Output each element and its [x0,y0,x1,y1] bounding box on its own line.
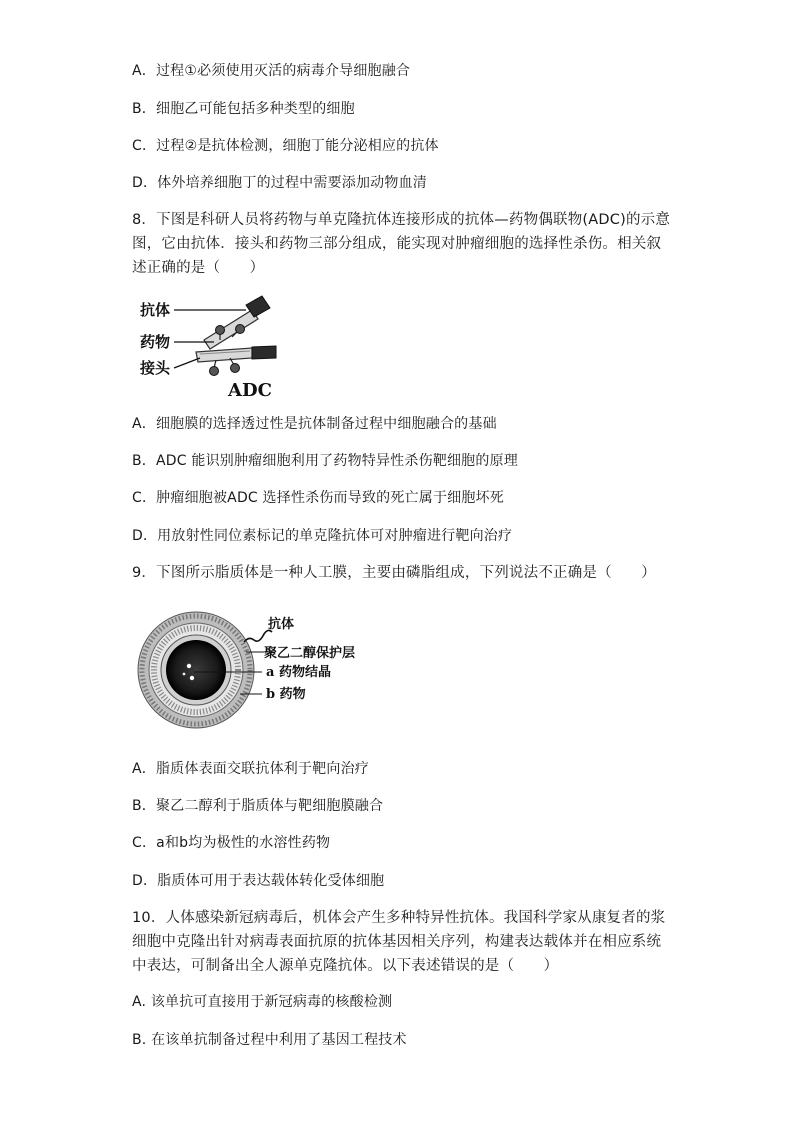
antibody-upper-arm [204,296,270,349]
q7-option-b: B．细胞乙可能包括多种类型的细胞 [132,101,355,117]
q7-option-a: A．过程①必须使用灭活的病毒介导细胞融合 [132,63,411,79]
liposome-figure [134,600,394,740]
q7-option-d: D．体外培养细胞丁的过程中需要添加动物血清 [132,175,427,191]
q10-option-a: A. 该单抗可直接用于新冠病毒的核酸检测 [132,994,393,1010]
q10-stem-line-2: 细胞中克隆出针对病毒表面抗原的抗体基因相关序列，构建表达载体并在相应系统 [132,934,662,950]
antibody-icon [244,630,272,642]
antibody-stem [196,346,276,362]
q9-stem: 9．下图所示脂质体是一种人工膜，主要由磷脂组成，下列说法不正确是（ ） [132,565,656,581]
q8-option-c: C．肿瘤细胞被ADC 选择性杀伤而导致的死亡属于细胞坏死 [132,490,504,506]
q10-stem-line-1: 10．人体感染新冠病毒后，机体会产生多种特异性抗体。我国科学家从康复者的浆 [132,910,666,926]
q7-option-c: C．过程②是抗体检测，细胞丁能分泌相应的抗体 [132,138,439,154]
q9-option-d: D．脂质体可用于表达载体转化受体细胞 [132,873,385,889]
liposome-label-b: b 药物 [266,687,306,702]
q8-option-a: A．细胞膜的选择透过性是抗体制备过程中细胞融合的基础 [132,416,497,432]
q8-option-b: B．ADC 能识别肿瘤细胞利用了药物特异性杀伤靶细胞的原理 [132,453,518,469]
q8-stem-line-1: 8．下图是科研人员将药物与单克隆抗体连接形成的抗体—药物偶联物(ADC)的示意 [132,212,671,228]
adc-label-drug: 药物 [140,333,171,351]
q9-option-c: C．a和b均为极性的水溶性药物 [132,835,331,851]
liposome-label-a: a 药物结晶 [266,665,331,680]
liposome-label-peg: 聚乙二醇保护层 [264,646,356,661]
adc-label-linker: 接头 [140,359,171,377]
adc-label-antibody: 抗体 [140,301,171,319]
q8-option-d: D．用放射性同位素标记的单克隆抗体可对肿瘤进行靶向治疗 [132,528,513,544]
adc-figure [134,292,294,402]
liposome [138,612,254,728]
q10-stem-line-3: 中表达，可制备出全人源单克隆抗体。以下表述错误的是（ ） [132,958,559,974]
q9-option-a: A．脂质体表面交联抗体利于靶向治疗 [132,761,369,777]
q8-stem-line-3: 述正确的是（ ） [132,260,265,276]
liposome-label-antibody: 抗体 [268,617,295,632]
q8-stem-line-2: 图，它由抗体．接头和药物三部分组成，能实现对肿瘤细胞的选择性杀伤。相关叙 [132,236,662,252]
q10-option-b: B. 在该单抗制备过程中利用了基因工程技术 [132,1032,407,1048]
adc-caption: ADC [228,380,272,401]
q9-option-b: B．聚乙二醇利于脂质体与靶细胞膜融合 [132,798,384,814]
